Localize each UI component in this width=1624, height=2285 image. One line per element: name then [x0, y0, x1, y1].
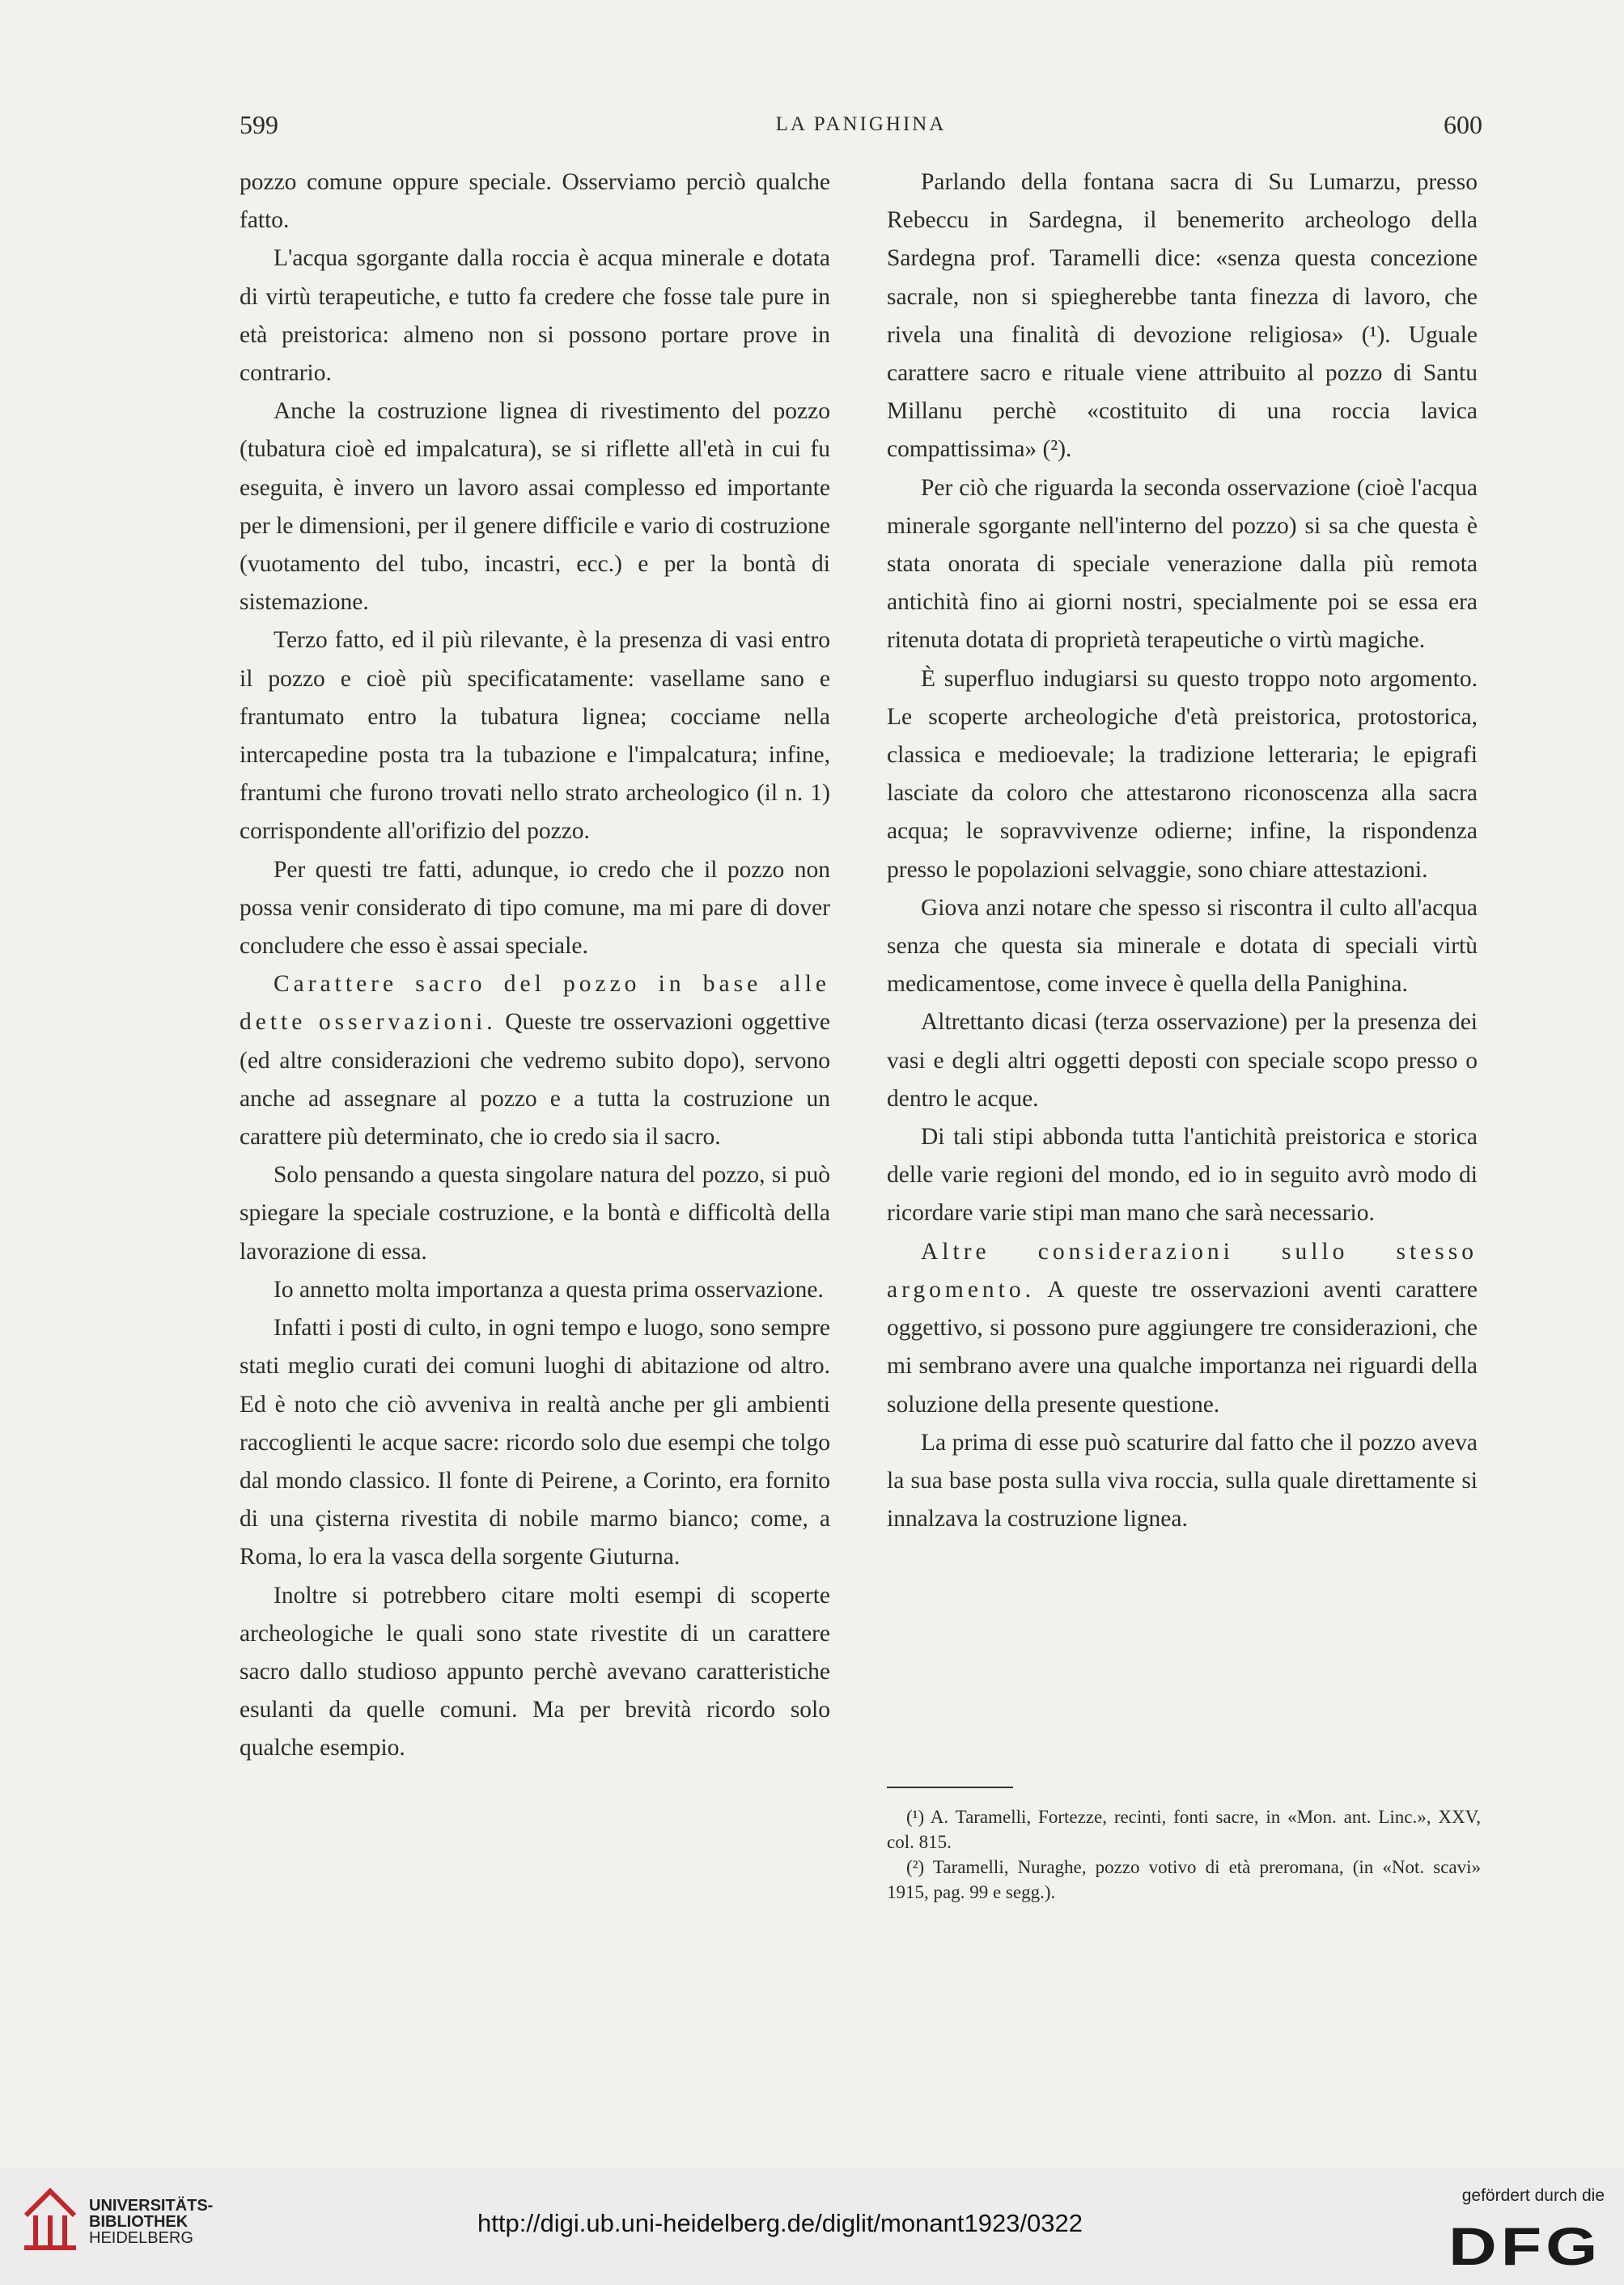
paragraph: Per ciò che riguarda la seconda osservazione (cioè l'acqua minerale sgorgante nell'interno del pozzo) si sa che questa è stata onorata di speciale venerazione dalla più remota antichità fino ai giorni nostri, specialmente poi se essa era ritenuta dotata di proprietà terapeutiche o virtù magiche. — [887, 474, 1478, 654]
section-paragraph — [887, 1233, 1478, 1424]
paragraph: Inoltre si potrebbero citare molti esempi di scoperte archeologiche le quali sono state rivestite di un carattere sacro dallo studioso appunto perchè avevano caratteristiche esulanti da quelle comuni. Ma per brevità ricordo solo qualche esempio. — [240, 1582, 830, 1761]
running-title: LA PANIGHINA — [775, 113, 947, 135]
right-column — [887, 163, 1478, 1538]
paragraph: Per questi tre fatti, adunque, io credo che il pozzo non possa venir considerato di tipo comune, ma mi pare di dover concludere che esso è assai speciale. — [240, 856, 830, 960]
page-number-right: 600 — [1444, 110, 1482, 139]
footnote: (¹) A. Taramelli, Fortezze, recinti, fonti sacre, in «Mon. ant. Linc.», XXV, col. 815. — [887, 1807, 1481, 1852]
section-text: Queste tre osservazioni oggettive (ed altre considerazioni che vedremo subito dopo), servono anche ad assegnare al pozzo e a tutta la costruzione un carattere più determinato, che io credo sia il sacro. — [240, 1009, 831, 1151]
paragraph: Parlando della fontana sacra di Su Lumarzu, presso Rebeccu in Sardegna, il benemerito archeologo della Sardegna prof. Taramelli dice: «senza questa concezione sacrale, non si spiegherebbe tanta finezza di lavoro, che rivela una finalità di devozione religiosa» (¹). Uguale carattere sacro e rituale viene attribuito al pozzo di Santu Millanu perchè «costituito di una roccia lavica compattissima» (²). — [887, 169, 1478, 463]
footnote-rule — [887, 1787, 1013, 1788]
paragraph: La prima di esse può scaturire dal fatto che il pozzo aveva la sua base posta sulla viva roccia, sulla quale direttamente si innalzava la costruzione lignea. — [887, 1429, 1478, 1533]
paragraph: L'acqua sgorgante dalla roccia è acqua minerale e dotata di virtù terapeutiche, e tutto fa credere che fosse tale pure in età preistorica: almeno non si possono portare prove in contrario. — [240, 245, 830, 387]
paragraph: È superfluo indugiarsi su questo troppo noto argomento. Le scoperte archeologiche d'età preistorica, protostorica, classica e medioevale; la tradizione letteraria; le epigrafi lasciate da coloro che attestarono riconoscenza alla sacra acqua; le sopravvivenze odierne; infine, la rispondenza presso le popolazioni selvaggie, sono chiare attestazioni. — [887, 665, 1478, 883]
paragraph: Io annetto molta importanza a questa prima osservazione. — [273, 1276, 824, 1303]
paragraph: Giova anzi notare che spesso si riscontra il culto all'acqua senza che questa sia minerale e dotata di speciali virtù medicamentose, come invece è quella della Panighina. — [887, 894, 1478, 998]
section-heading: Altre considerazioni sullo stesso argomento. — [887, 1238, 1478, 1303]
page-number-left: 599 — [240, 110, 278, 139]
library-name: UNIVERSITÄTS- BIBLIOTHEK HEIDELBERG — [89, 2197, 214, 2247]
section-text: A queste tre osservazioni aventi carattere oggettivo, si possono pure aggiungere tre considerazioni, che mi sembrano avere una qualche importanza nei riguardi della soluzione della presente questione. — [887, 1276, 1478, 1418]
page-header — [240, 110, 1482, 142]
footnotes — [887, 1787, 1481, 1905]
section-heading: Carattere sacro del pozzo in base alle dette osservazioni. — [240, 971, 830, 1036]
paragraph: Solo pensando a questa singolare natura del pozzo, si può spiegare la speciale costruzione, e la bontà e difficoltà della lavorazione di essa. — [240, 1162, 830, 1265]
paragraph: Anche la costruzione lignea di rivestimento del pozzo (tubatura cioè ed impalcatura), se si riflette all'età in cui fu eseguita, è invero un lavoro assai complesso ed importante per le dimensioni, per il genere difficile e vario di costruzione (vuotamento del tubo, incastri, ecc.) e per la bontà di sistemazione. — [240, 398, 830, 616]
viewer-footer — [0, 2168, 1624, 2285]
paragraph: Terzo fatto, ed il più rilevante, è la presenza di vasi entro il pozzo e cioè più specificatamente: vasellame sano e frantumato entro la tubatura lignea; cocciame nella intercapedine posta tra la tubazione e l'impalcatura; infine, frantumi che furono trovati nello strato archeologico (il n. 1) corrispondente all'orifizio del pozzo. — [240, 627, 830, 845]
permalink[interactable]: http://digi.ub.uni-heidelberg.de/diglit/monant1923/0322 — [477, 2209, 1083, 2237]
paragraph: Di tali stipi abbonda tutta l'antichità preistorica e storica delle varie regioni del mondo, ed io in seguito avrò modo di ricordare varie stipi man mano che sarà necessario. — [887, 1124, 1478, 1227]
paragraph: pozzo comune oppure speciale. Osserviamo perciò qualche fatto. — [240, 169, 830, 234]
section-paragraph — [240, 965, 830, 1156]
paragraph: Infatti i posti di culto, in ogni tempo e luogo, sono sempre stati meglio curati dei comuni luoghi di abitazione od altro. Ed è noto che ciò avveniva in realtà anche per gli ambienti raccoglienti le acque sacre: ricordo solo due esempi che tolgo dal mondo classico. Il fonte di Peirene, a Corinto, era fornito di una çisterna rivestita di nobile marmo bianco; come, a Roma, lo era la vasca della sorgente Giuturna. — [240, 1315, 830, 1571]
dfg-logo: DFG — [1448, 2216, 1601, 2276]
paragraph: Altrettanto dicasi (terza osservazione) per la presenza dei vasi e degli altri oggetti deposti con speciale scopo presso o dentro le acque. — [887, 1009, 1478, 1112]
left-column — [240, 163, 830, 1768]
footnote: (²) Taramelli, Nuraghe, pozzo votivo di età preromana, (in «Not. scavi» 1915, pag. 99 e segg.). — [887, 1857, 1481, 1902]
funding-caption: gefördert durch die — [1461, 2186, 1605, 2205]
library-logo-icon — [18, 2183, 83, 2253]
